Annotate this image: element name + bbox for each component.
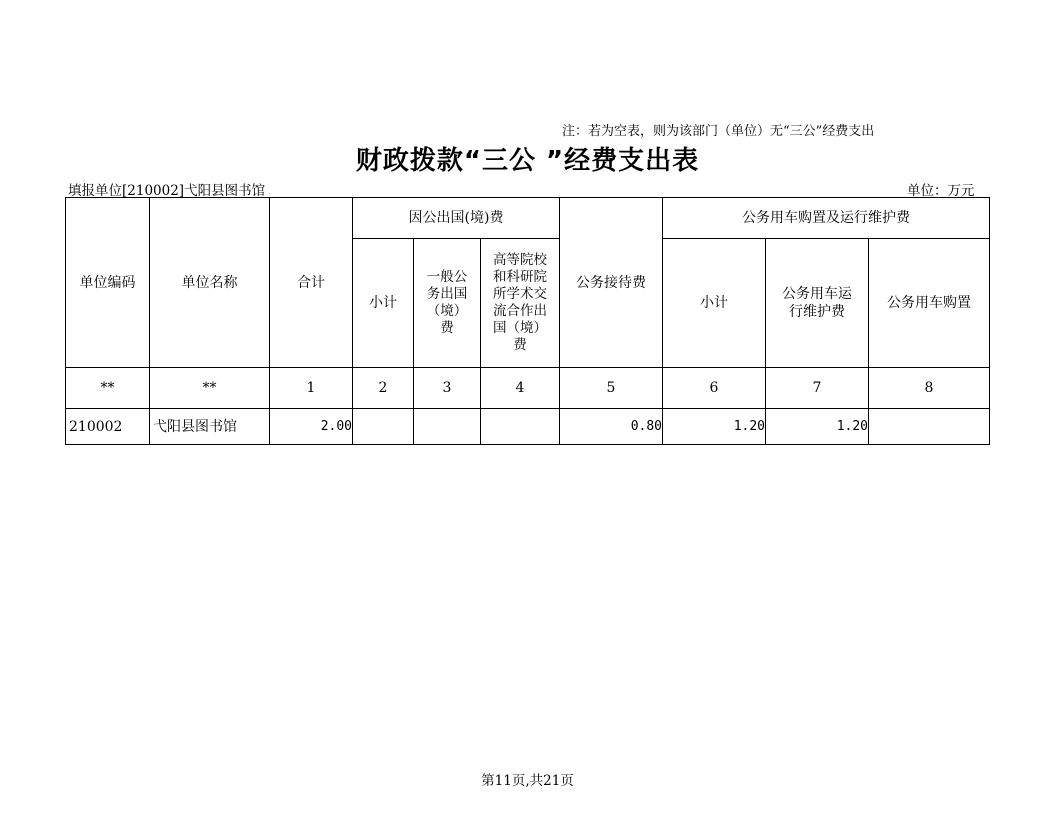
index-cell: 2 (353, 368, 414, 409)
index-cell: 3 (414, 368, 481, 409)
header-abroad-subtotal: 小计 (353, 239, 414, 368)
cell-unit-code: 210002 (66, 409, 150, 445)
cell-total: 2.00 (270, 409, 353, 445)
currency-unit: 单位：万元 (907, 183, 975, 199)
header-abroad-group: 因公出国(境)费 (353, 198, 560, 239)
data-row (66, 409, 990, 445)
index-cell: 1 (270, 368, 353, 409)
empty-table-note: 注：若为空表，则为该部门（单位）无“三公”经费支出 (562, 124, 875, 139)
cell-unit-name: 弋阳县图书馆 (150, 409, 270, 445)
index-cell: 5 (560, 368, 663, 409)
header-reception: 公务接待费 (560, 198, 663, 368)
index-cell: 6 (663, 368, 766, 409)
page-title: 财政拨款“三公 ”经费支出表 (355, 146, 700, 176)
header-academic-abroad: 高等院校和科研院所学术交流合作出国（境）费 (481, 239, 560, 368)
cell-academic-abroad (481, 409, 560, 445)
header-row-1 (66, 198, 990, 239)
cell-vehicle-subtotal: 1.20 (663, 409, 766, 445)
index-cell: 4 (481, 368, 560, 409)
cell-abroad-subtotal (353, 409, 414, 445)
header-vehicle-purchase: 公务用车购置 (869, 239, 990, 368)
filling-unit: 填报单位[210002]弋阳县图书馆 (68, 183, 266, 199)
header-general-abroad: 一般公务出国（境）费 (414, 239, 481, 368)
page-number: 第11页,共21页 (481, 773, 574, 789)
index-cell: 8 (869, 368, 990, 409)
cell-general-abroad (414, 409, 481, 445)
cell-reception: 0.80 (560, 409, 663, 445)
cell-vehicle-operation: 1.20 (766, 409, 869, 445)
header-vehicle-operation: 公务用车运行维护费 (766, 239, 869, 368)
expense-table (65, 197, 990, 445)
header-unit-code: 单位编码 (66, 198, 150, 368)
index-cell: ** (66, 368, 150, 409)
index-row (66, 368, 990, 409)
index-cell: ** (150, 368, 270, 409)
header-vehicle-subtotal: 小计 (663, 239, 766, 368)
header-unit-name: 单位名称 (150, 198, 270, 368)
index-cell: 7 (766, 368, 869, 409)
header-total: 合计 (270, 198, 353, 368)
cell-vehicle-purchase (869, 409, 990, 445)
header-vehicle-group: 公务用车购置及运行维护费 (663, 198, 990, 239)
